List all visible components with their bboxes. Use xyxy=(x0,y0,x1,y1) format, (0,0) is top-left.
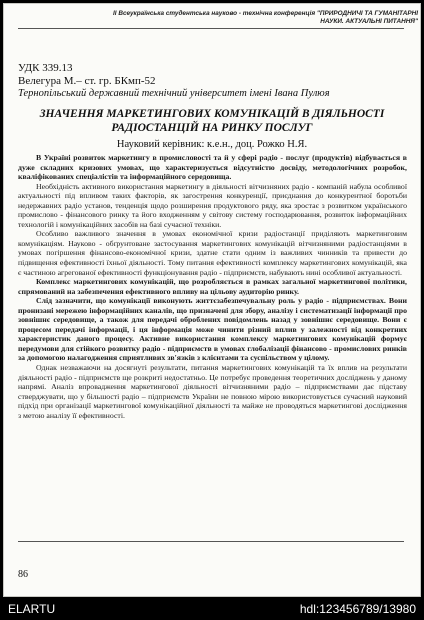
article-body xyxy=(18,153,407,420)
university-line: Тернопільський державний технічний університет імені Івана Пулюя xyxy=(18,88,330,99)
conference-header: II Всеукраїнська студентська науково - технічна конференція "ПРИРОДНИЧІ ТА ГУМАНІТАРНІ НАУКИ. АКТУАЛЬНІ ПИТАННЯ" xyxy=(113,10,418,25)
repository-label: ELARTU xyxy=(8,602,56,616)
udk-code: УДК 339.13 xyxy=(18,62,73,74)
article-title: ЗНАЧЕННЯ МАРКЕТИНГОВИХ КОМУНІКАЦІЙ В ДІЯЛЬНОСТІ РАДІОСТАНЦІЙ НА РИНКУ ПОСЛУГ xyxy=(39,108,385,134)
page-number: 86 xyxy=(18,569,28,580)
paragraph-complex: Комплекс маркетингових комунікацій, що розробляється в рамках загальної маркетингової політики, спрямований на забезпечення ефективного впливу на цільову аудиторію ринку. xyxy=(18,277,407,296)
paragraph-conclusion: Однак незважаючи на досягнуті результати, питання маркетингових комунікацій та їх вплив на результати діяльності радіо - підприємств ще розкриті недостатньо. Це потребує проведення теоретичних досліджень у даному напрямі. Аналіз впровадження маркетингової діяльності вітчизняними радіо – підприємствами дає підставу стверджувати, що у більшості радіо – підприємств України не повною мірою використовується сучасний науковий підхід при організації маркетингової комунікаційної діяльності та майже не проводяться маркетингові дослідження з метою аналізу її ефективності. xyxy=(18,363,407,420)
paragraph-necessity: Необхідність активного використання маркетингу в діяльності вітчизняних радіо - компаній набула особливої актуальності під впливом таких факторів, як загострення конкуренції, приєднання до конкурентної боротьби недержавних радіо установ, тенденція щодо розширення продуктового ряду, яка зростає з розвитком українського промислово - фінансового ринку та його входженням у світову систему господарювання, розвиток інформаційних технологій і комунікаційних засобів на базі сучасної техніки. xyxy=(18,181,407,229)
header-rule xyxy=(18,28,404,29)
paragraph-importance: Особливо важливого значення в умовах економічної кризи радіостанції приділяють маркетинговим комунікаціям. Науково - обґрунтоване застосування маркетингових комунікацій вітчизняними радіостанціями в умовах погіршення фінансово-економічної кризи, здатне стати одним із важливих чинників та привести до підвищення ефективності їхньої діяльності. Тому питання ефективності комплексу маркетингових комунікацій, яка є частиною агрегованої ефективності функціонування радіо - підприємств, набувають нині особливої актуальності. xyxy=(18,229,407,277)
advisor-line: Науковий керівник: к.е.н., доц. Рожко Н.Я. xyxy=(116,139,308,150)
document-page xyxy=(3,3,421,597)
handle-identifier: hdl:123456789/13980 xyxy=(299,602,416,616)
author-line: Велегура М.– ст. гр. БКмп-52 xyxy=(18,75,156,87)
paragraph-intro: В Україні розвиток маркетингу в промисловості та й у сфері радіо - послуг (продуктів) відбувається в дуже складних кризових умовах, що характеризується відсутністю досвіду, методологічних розробок, кваліфікованих спеціалістів та інформаційного середовища. xyxy=(18,153,407,182)
paragraph-role: Слід зазначити, що комунікації виконують життєзабезпечувальну роль у радіо - підприємствах. Вони пронизані мережею інформаційних каналів, що призначені для збору, аналізу і систематизації інформації про зовнішнє середовище, а також для передачі оброблених повідомлень назад у зовнішнє середовище. Вони є процесом передачі інформації, і ця інформація може чинити різний вплив у залежності від конкретних характеристик даного процесу. Активне використання комплексу маркетингових комунікацій формує передумови для стійкого розвитку радіо - підприємств в умовах глобалізації фінансово - промислових ринків за допомогою налагодження сприятливих зв'язків з клієнтами та суспільством у цілому. xyxy=(18,296,407,363)
footer-rule xyxy=(18,541,404,542)
